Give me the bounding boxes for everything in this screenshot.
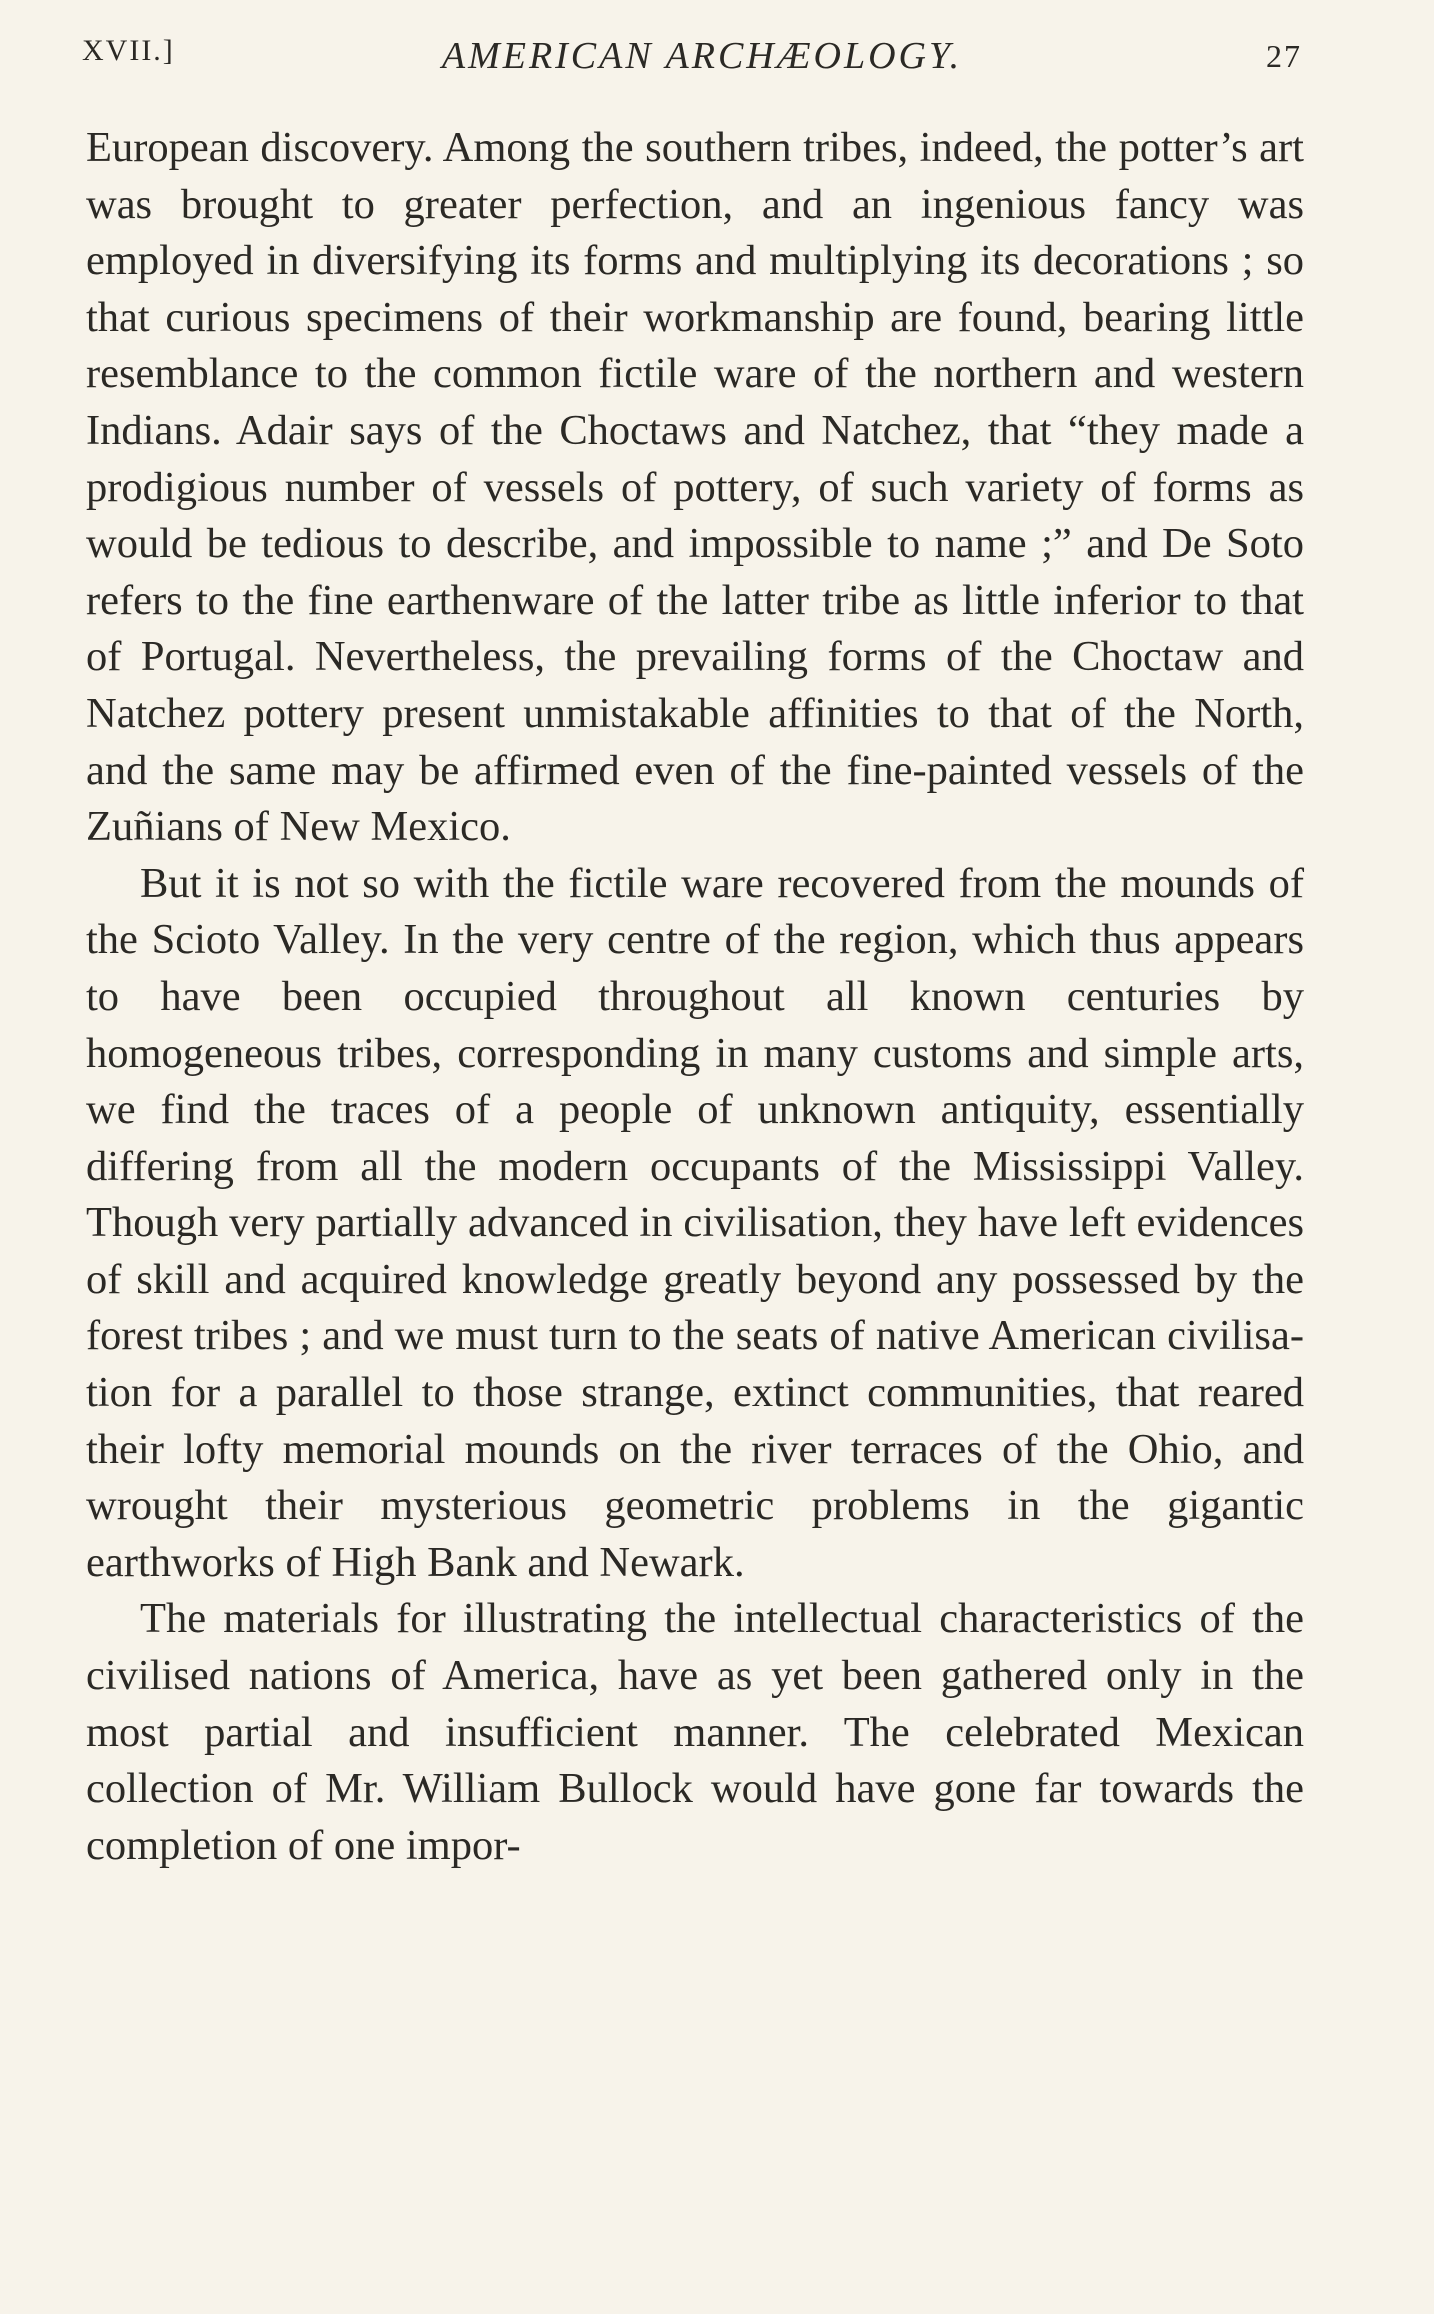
running-head bbox=[82, 34, 1302, 90]
paragraph: European discovery. Among the southern tribes, indeed, the potter’s art was brought to greater perfection, and an ingenious fancy was employed in diversifying its forms and multiplying its decorations ; so that curious specimens of their workmanship are found, bearing little resemblance to the common fictile ware of the northern and western Indians. Adair says of the Choctaws and Natchez, that “they made a prodigious number of vessels of pottery, of such variety of forms as would be tedious to describe, and impossible to name ;” and De Soto refers to the fine earthenware of the latter tribe as little inferior to that of Portugal. Nevertheless, the prevailing forms of the Choctaw and Natchez pottery present unmistakable affinities to that of the North, and the same may be affirmed even of the fine-painted vessels of the Zuñians of New Mexico. bbox=[86, 124, 1304, 851]
chapter-number: XVII.] bbox=[82, 34, 175, 67]
page-number: 27 bbox=[1266, 38, 1302, 74]
body-text bbox=[86, 120, 1304, 1874]
paragraph: The materials for illustrating the intellectual characteristics of the civilised nations of America, have as yet been gathered only in the most partial and insufficient manner. The celebrated Mexican collection of Mr. William Bullock would have gone far towards the completion of one impor- bbox=[86, 1595, 1304, 1869]
paragraph: But it is not so with the fictile ware recovered from the mounds of the Scioto Valley. In the very centre of the region, which thus appears to have been occupied throughout all known centuries by homogeneous tribes, corresponding in many customs and simple arts, we find the traces of a people of unknown antiquity, essentially differing from all the modern occupants of the Mississippi Valley. Though very partially advanced in civilisation, they have left evidences of skill and acquired knowledge greatly beyond any possessed by the forest tribes ; and we must turn to the seats of native American civilisation for a parallel to those strange, extinct communities, that reared their lofty memorial mounds on the river terraces of the Ohio, and wrought their mysterious geometric problems in the gigantic earthworks of High Bank and Newark. bbox=[86, 859, 1304, 1586]
running-title: AMERICAN ARCHÆOLOGY. bbox=[441, 35, 963, 77]
